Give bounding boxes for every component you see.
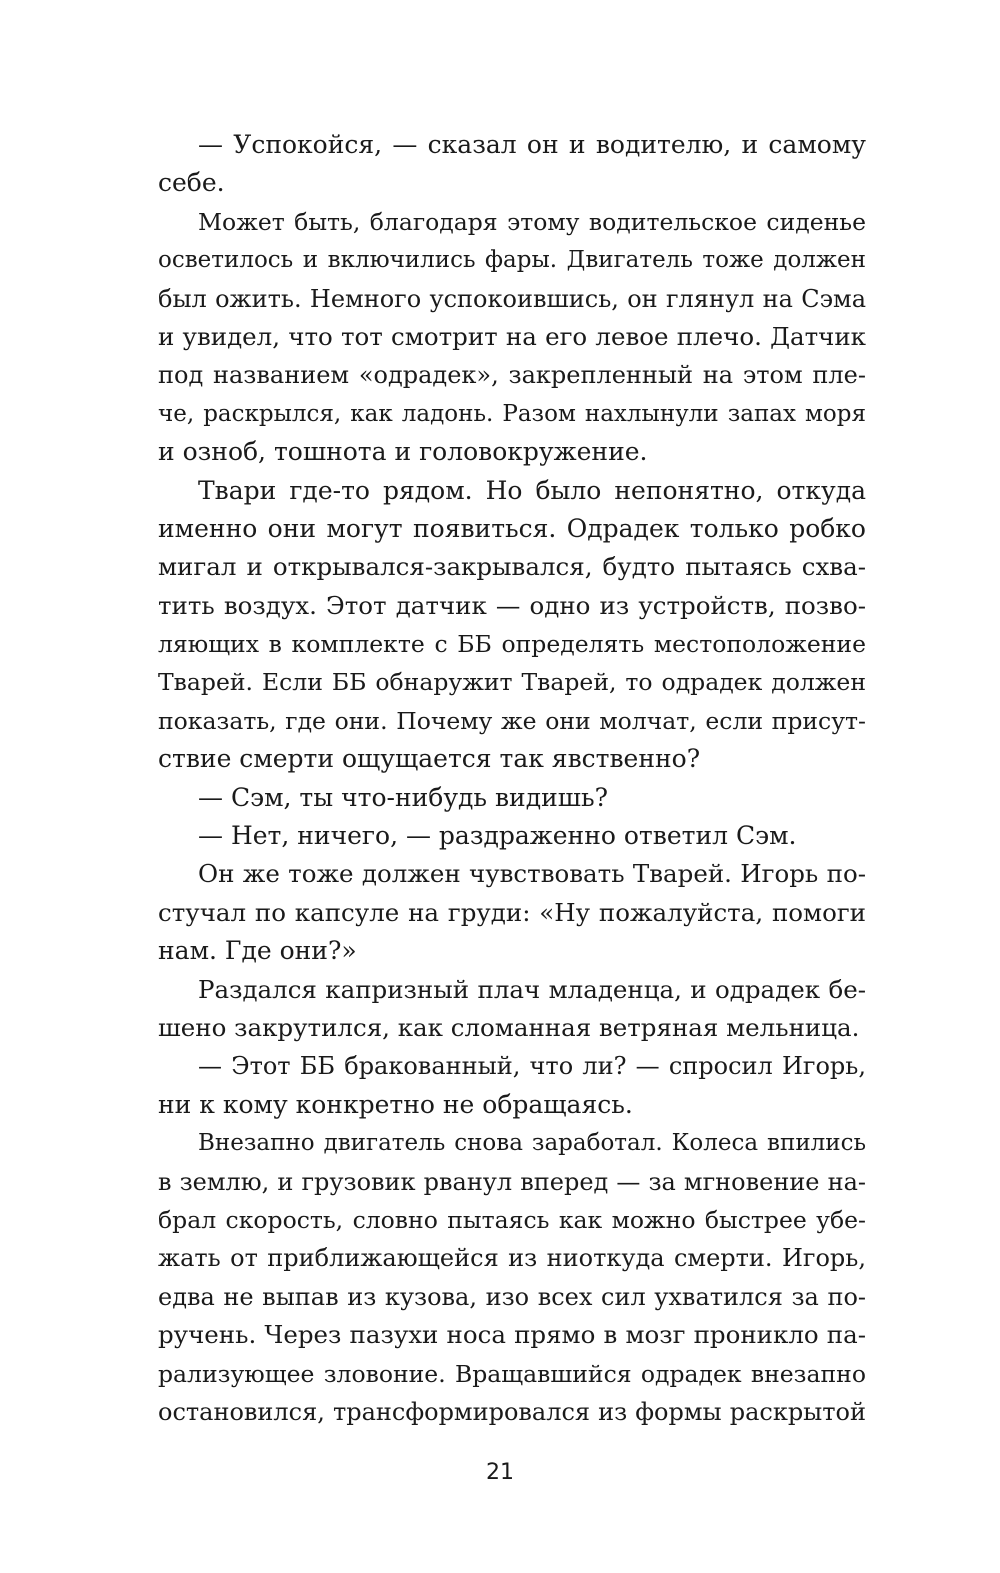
text-line: Тварей. Если ББ обнаружит Тварей, то одрадек должен bbox=[158, 668, 866, 697]
body-text bbox=[158, 126, 866, 1431]
text-line: — Этот ББ бракованный, что ли? — спросил Игорь, bbox=[198, 1052, 866, 1081]
text-line: и увидел, что тот смотрит на его левое плечо. Датчик bbox=[158, 321, 866, 351]
text-line: остановился, трансформировался из формы раскрытой bbox=[158, 1397, 866, 1426]
text-line: под названием «одрадек», закрепленный на этом пле- bbox=[158, 361, 866, 390]
text-line: в землю, и грузовик рванул вперед — за мгновение на- bbox=[158, 1167, 866, 1196]
text-line: Твари где-то рядом. Но было непонятно, откуда bbox=[198, 475, 866, 505]
text-line: жать от приближающейся из ниоткуда смерти. Игорь, bbox=[158, 1244, 866, 1273]
text-line: именно они могут появиться. Одрадек только робко bbox=[158, 513, 866, 543]
text-line: мигал и открывался-закрывался, будто пытаясь схва- bbox=[158, 552, 866, 582]
text-line: Он же тоже должен чувствовать Тварей. Игорь по- bbox=[198, 859, 866, 889]
text-line: шено закрутился, как сломанная ветряная мельница. bbox=[158, 1012, 860, 1042]
text-line: ляющих в комплекте с ББ определять местоположение bbox=[158, 630, 866, 659]
text-line: себе. bbox=[158, 168, 225, 198]
text-line: че, раскрылся, как ладонь. Разом нахлынули запах моря bbox=[158, 400, 866, 427]
text-line: был ожить. Немного успокоившись, он глянул на Сэма bbox=[158, 284, 866, 313]
text-line: показать, где они. Почему же они молчат, если присут- bbox=[158, 706, 866, 735]
text-line: ни к кому конкретно не обращаясь. bbox=[158, 1089, 633, 1119]
text-line: и озноб, тошнота и головокружение. bbox=[158, 437, 648, 467]
text-line: — Сэм, ты что-нибудь видишь? bbox=[198, 782, 609, 812]
text-line: тить воздух. Этот датчик — одно из устройств, позво- bbox=[158, 590, 866, 620]
text-line: — Нет, ничего, — раздраженно ответил Сэм. bbox=[198, 821, 797, 851]
text-line: — Успокойся, — сказал он и водителю, и самому bbox=[198, 130, 866, 159]
text-line: стучал по капсуле на груди: «Ну пожалуйста, помоги bbox=[158, 897, 866, 927]
text-line: осветилось и включились фары. Двигатель тоже должен bbox=[158, 247, 866, 274]
text-line: брал скорость, словно пытаясь как можно быстрее убе- bbox=[158, 1205, 866, 1234]
text-line: Может быть, благодаря этому водительское сиденье bbox=[198, 207, 866, 236]
page-number: 21 bbox=[486, 1460, 514, 1485]
text-line: нам. Где они?» bbox=[158, 936, 357, 966]
text-line: Внезапно двигатель снова заработал. Колеса впились bbox=[198, 1130, 866, 1157]
text-line: ствие смерти ощущается так явственно? bbox=[158, 744, 701, 774]
text-line: рализующее зловоние. Вращавшийся одрадек внезапно bbox=[158, 1359, 866, 1388]
text-line: ручень. Через пазухи носа прямо в мозг проникло па- bbox=[158, 1320, 866, 1350]
text-line: едва не выпав из кузова, изо всех сил ухватился за по- bbox=[158, 1282, 866, 1311]
text-line: Раздался капризный плач младенца, и одрадек бе- bbox=[198, 974, 866, 1004]
